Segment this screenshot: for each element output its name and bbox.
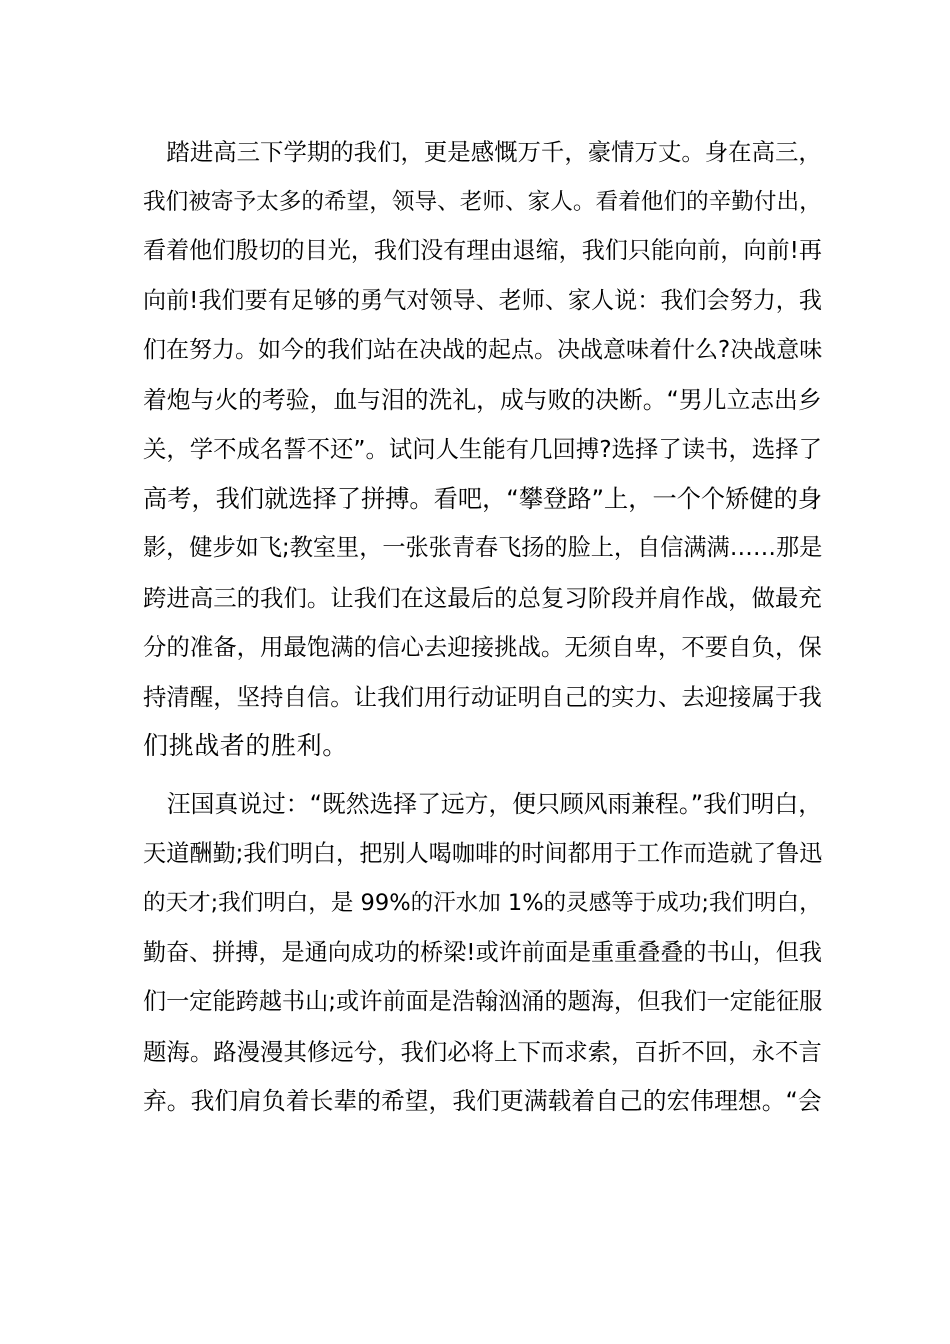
- paragraph-1-line-11: 分的准备，用最饱满的信心去迎接挑战。无须自卑，不要自负，保: [143, 633, 822, 661]
- paragraph-2-line-2: 天道酬勤;我们明白，把别人喝咖啡的时间都用于工作而造就了鲁迅: [143, 841, 823, 867]
- paragraph-1-line-2: 我们被寄予太多的希望，领导、老师、家人。看着他们的辛勤付出，: [143, 189, 822, 215]
- paragraph-2-line-3: 的天才;我们明白，是 99%的汗水加 1%的灵感等于成功;我们明白，: [143, 890, 822, 916]
- paragraph-1-line-8: 高考，我们就选择了拼搏。看吧，“攀登路”上，一个个矫健的身: [143, 485, 823, 513]
- paragraph-2-line-7: 弃。我们肩负着长辈的希望，我们更满载着自己的宏伟理想。“会: [143, 1087, 822, 1115]
- paragraph-1-line-5: 们在努力。如今的我们站在决战的起点。决战意味着什么?决战意味: [143, 337, 823, 363]
- paragraph-2-line-6: 题海。路漫漫其修远兮，我们必将上下而求索，百折不回，永不言: [143, 1038, 822, 1066]
- paragraph-1-line-12: 持清醒，坚持自信。让我们用行动证明自己的实力、去迎接属于我: [143, 683, 822, 711]
- paragraph-1-line-3: 看着他们殷切的目光，我们没有理由退缩，我们只能向前，向前!再: [143, 238, 822, 264]
- paragraph-1-line-6: 着炮与火的考验，血与泪的洗礼，成与败的决断。“男儿立志出乡: [143, 386, 822, 414]
- paragraph-1-line-13: 们挑战者的胜利。: [143, 731, 348, 760]
- paragraph-2-line-1: 汪国真说过：“既然选择了远方，便只顾风雨兼程。”我们明白，: [143, 790, 823, 818]
- paragraph-1-line-9: 影，健步如飞;教室里，一张张青春飞扬的脸上，自信满满……那是: [143, 535, 823, 561]
- paragraph-1-line-4: 向前!我们要有足够的勇气对领导、老师、家人说：我们会努力，我: [143, 288, 822, 314]
- paragraph-1-line-1: 踏进高三下学期的我们，更是感慨万千，豪情万丈。身在高三，: [143, 138, 822, 166]
- paragraph-1-line-10: 跨进高三的我们。让我们在这最后的总复习阶段并肩作战，做最充: [143, 584, 822, 612]
- paragraph-1-line-7: 关，学不成名誓不还”。试问人生能有几回搏?选择了读书，选择了: [143, 435, 823, 463]
- paragraph-2-line-4: 勤奋、拼搏，是通向成功的桥梁!或许前面是重重叠叠的书山，但我: [143, 940, 822, 966]
- paragraph-2-line-5: 们一定能跨越书山;或许前面是浩翰汹涌的题海，但我们一定能征服: [143, 989, 823, 1015]
